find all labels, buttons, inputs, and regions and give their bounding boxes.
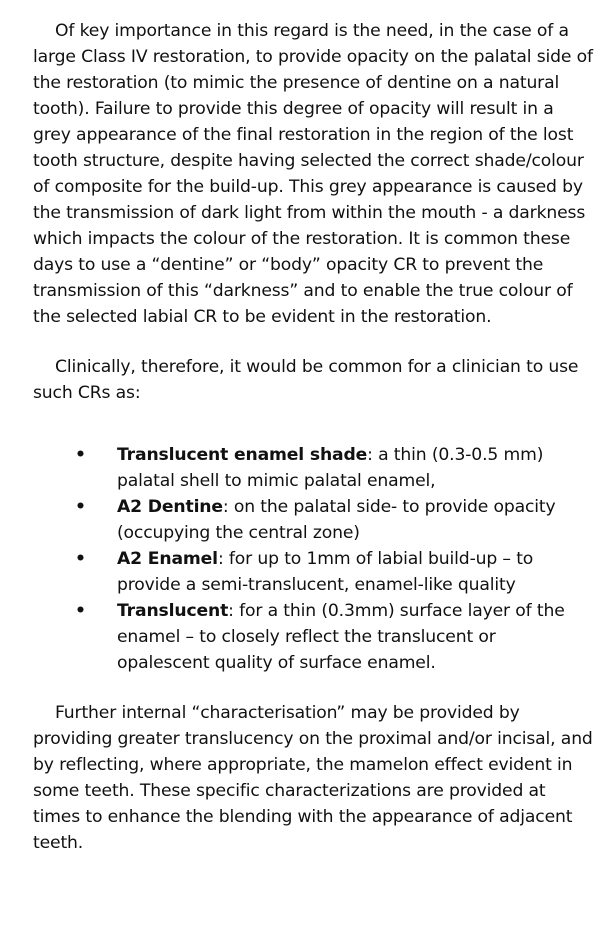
bullet-icon: • — [75, 549, 86, 569]
list-item-term: Translucent — [117, 601, 229, 621]
list-item-text: : on the palatal side- to provide opacity (occupying the central zone) — [117, 497, 556, 543]
list-item-a2-dentine — [33, 494, 593, 546]
list-item-text: : a thin (0.3-0.5 mm) palatal shell to mimic palatal enamel, — [117, 445, 544, 491]
document-page — [33, 18, 593, 856]
list-item-term: A2 Dentine — [117, 497, 223, 517]
list-item-translucent-enamel-shade — [33, 442, 593, 494]
composite-layer-list — [33, 442, 593, 676]
list-item-text: : for a thin (0.3mm) surface layer of the enamel – to closely reflect the translucent or opalescent quality of surface enamel. — [117, 601, 565, 673]
paragraph-characterisation: Further internal “characterisation” may be provided by providing greater translucency on the proximal and/or incisal, and by reflecting, where appropriate, the mamelon effect evident in some teeth. These specific characterizations are provided at times to enhance the blending with the appearance of adjacent teeth. — [33, 703, 593, 853]
list-item-text: : for up to 1mm of labial build-up – to provide a semi-translucent, enamel-like quality — [117, 549, 534, 595]
paragraph-clinical-intro: Clinically, therefore, it would be common for a clinician to use such CRs as: — [33, 357, 579, 403]
bullet-icon: • — [75, 497, 86, 517]
list-item-term: A2 Enamel — [117, 549, 218, 569]
bullet-icon: • — [75, 601, 86, 621]
bullet-icon: • — [75, 445, 86, 465]
list-item-a2-enamel — [33, 546, 593, 598]
paragraph-opacity-importance: Of key importance in this regard is the need, in the case of a large Class IV restoration, to provide opacity on the palatal side of the restoration (to mimic the presence of dentine on a natural tooth). Failure to provide this degree of opacity will result in a grey appearance of the final restoration in the region of the lost tooth structure, despite having selected the correct shade/colour of composite for the build-up. This grey appearance is caused by the transmission of dark light from within the mouth - a darkness which impacts the colour of the restoration. It is common these days to use a “dentine” or “body” opacity CR to prevent the transmission of this “darkness” and to enable the true colour of the selected labial CR to be evident in the restoration. — [33, 21, 593, 327]
list-item-term: Translucent enamel shade — [117, 445, 368, 465]
list-item-translucent — [33, 598, 593, 676]
